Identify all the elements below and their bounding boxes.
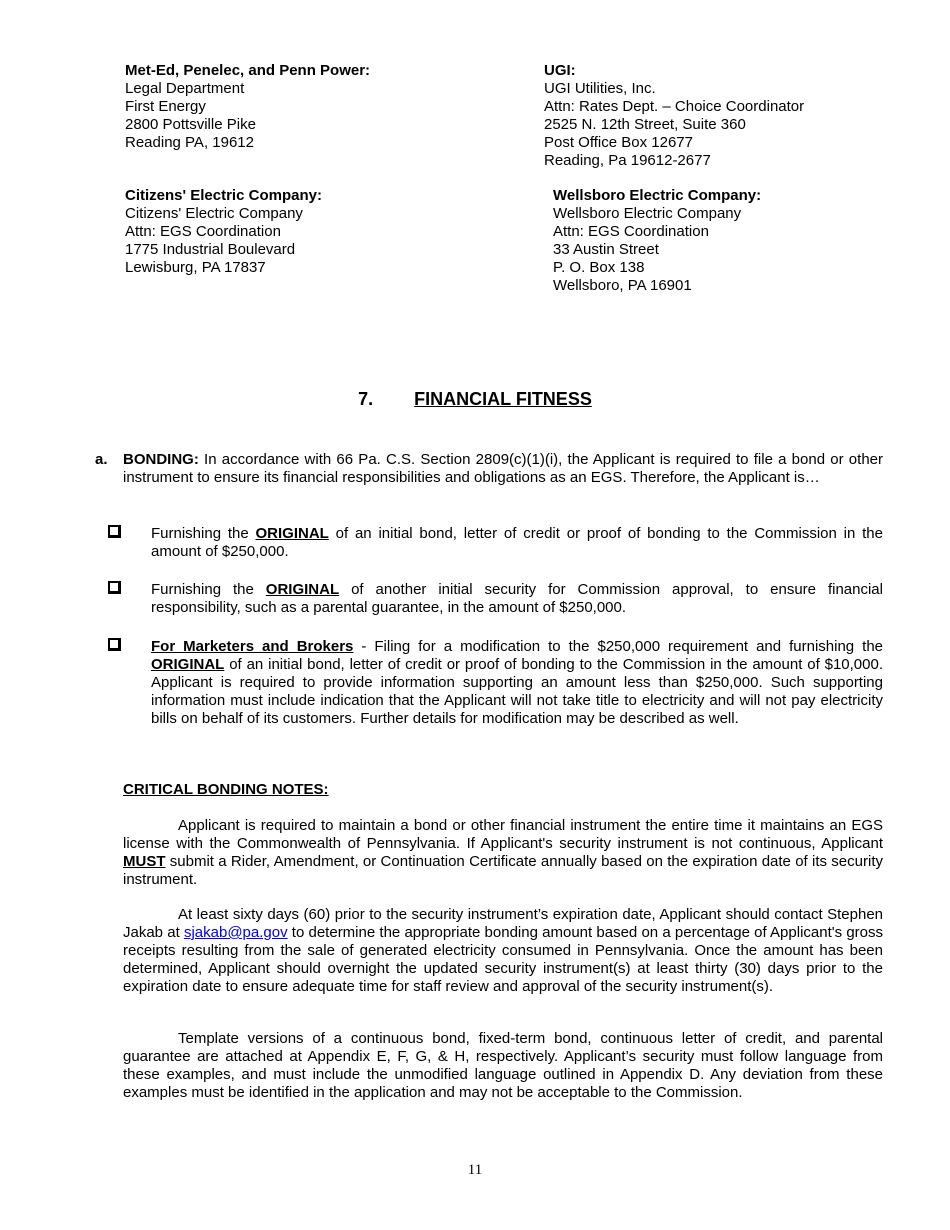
option-text [151,638,883,728]
option-text-post: of another initial security for Commission approval, to ensure financial responsibility, such as a parental guarantee, in the amount of $250,000. [151,581,883,616]
address-line: Attn: Rates Dept. – Choice Coordinator [544,98,805,115]
option-text-pre: Furnishing the [151,581,266,598]
paragraph-text: to determine the appropriate bonding amount based on a percentage of Applicant's gross receipts resulting from the sale of generated electricity consumed in Pennsylvania. Once the amount has been determined, Applicant should overnight the updated security instrument(s) at least thirty (30) days prior to the expiration date to ensure adequate time for staff review and approval of the security instrument(s). [123,924,883,995]
address-line: Wellsboro, PA 16901 [553,277,692,294]
section-title: FINANCIAL FITNESS [414,389,592,409]
address-line: Attn: EGS Coordination [553,223,709,240]
notes-paragraph-1 [123,817,883,889]
utility-name: UGI: [544,62,576,79]
critical-notes-heading: CRITICAL BONDING NOTES: [123,781,329,798]
paragraph-text: submit a Rider, Amendment, or Continuation Certificate annually based on the expiration date of its security instrument. [123,853,883,888]
page-number: 11 [467,1162,483,1178]
option-text [151,525,883,561]
address-block-citizens [125,187,322,277]
option-other-security [108,581,883,617]
address-line: 2800 Pottsville Pike [125,116,256,133]
address-line: Reading, Pa 19612-2677 [544,152,711,169]
address-line: 1775 Industrial Boulevard [125,241,296,258]
bonding-label: BONDING: [123,451,199,468]
address-line: Post Office Box 12677 [544,134,693,151]
address-line: Citizens' Electric Company [125,205,303,222]
option-text-mid: - Filing for a modification to the $250,000 requirement and furnishing the [353,638,883,655]
section-number: 7. [358,389,374,409]
bonding-paragraph [123,451,883,487]
option-initial-bond [108,525,883,561]
utility-name: Met-Ed, Penelec, and Penn Power: [125,62,371,79]
option-emphasis: ORIGINAL [255,525,329,542]
utility-name: Citizens' Electric Company: [125,187,322,204]
address-line: Reading PA, 19612 [125,134,254,151]
bonding-item [95,451,883,487]
option-text-post: of an initial bond, letter of credit or proof of bonding to the Commission in the amount of $10,000. Applicant is required to provide information supporting an amount less than $250,000. Such supporting information must include indication that the Applicant will not take title to electricity and will not pay electricity bills on behalf of its customers. Further details for modification may be described as well. [151,656,883,727]
address-line: Wellsboro Electric Company [553,205,742,222]
item-marker: a. [95,451,108,468]
paragraph-text: At least sixty days (60) prior to the security instrument’s expiration date, Applicant should contact Stephen Jakab at [123,906,883,941]
address-line: P. O. Box 138 [553,259,645,276]
option-text [151,581,883,617]
address-block-wellsboro [553,187,761,295]
checkbox[interactable] [108,638,121,651]
checkbox[interactable] [108,581,121,594]
option-emphasis: ORIGINAL [265,581,340,598]
address-block-meted [125,62,370,152]
address-line: Attn: EGS Coordination [125,223,281,240]
address-line: UGI Utilities, Inc. [544,80,656,97]
notes-paragraph-2 [123,906,883,996]
paragraph-emphasis: MUST [123,853,166,870]
address-line: Lewisburg, PA 17837 [125,259,266,276]
address-line: 2525 N. 12th Street, Suite 360 [544,116,746,133]
address-block-ugi [544,62,804,170]
option-emphasis: ORIGINAL [151,656,225,673]
paragraph-text: Applicant is required to maintain a bond or other financial instrument the entire time it maintains an EGS license with the Commonwealth of Pennsylvania. If Applicant's security instrument is not continuous, Applicant [123,817,883,852]
option-marketers-brokers [108,638,883,728]
address-line: First Energy [125,98,206,115]
option-text-post: of an initial bond, letter of credit or proof of bonding to the Commission in the amount of $250,000. [151,525,883,560]
notes-paragraph-3: Template versions of a continuous bond, fixed-term bond, continuous letter of credit, and parental guarantee are attached at Appendix E, F, G, & H, respectively. Applicant’s security must follow language from these examples, and must include the unmodified language outlined in Appendix D. Any deviation from these examples must be identified in the application and may not be acceptable to the Commission. [123,1030,883,1101]
checkbox[interactable] [108,525,121,538]
address-line: Legal Department [125,80,245,97]
section-heading [0,390,950,408]
utility-name: Wellsboro Electric Company: [553,187,762,204]
email-link[interactable]: sjakab@pa.gov [183,924,288,941]
address-line: 33 Austin Street [553,241,659,258]
option-text-pre: Furnishing the [151,525,256,542]
bonding-text: In accordance with 66 Pa. C.S. Section 2809(c)(1)(i), the Applicant is required to file a bond or other instrument to ensure its financial responsibilities and obligations as an EGS. Therefore, the Applicant is… [123,451,883,486]
option-lead: For Marketers and Brokers [151,638,354,655]
